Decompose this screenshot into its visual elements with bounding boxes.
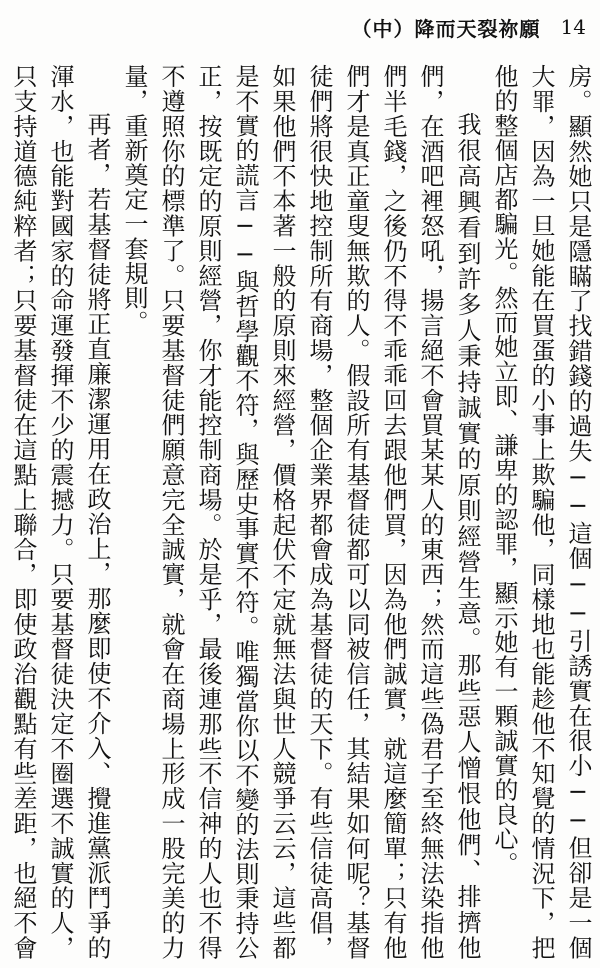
paragraph-1: 房。顯然她只是隱瞞了找錯錢的過失──這個──引誘實在很小──但卻是一個大罪，因為一旦她能在買蛋的小事上欺騙他，同樣地也能趁他不知覺的情況下，把他的整個店都騙光。然而她立即、謙卑的認罪，顯示她有一顆誠實的良心。 bbox=[490, 64, 592, 960]
chapter-title: （中）降而天裂祢願 bbox=[351, 16, 541, 41]
body-text bbox=[4, 64, 596, 960]
paragraph-2: 我很高興看到許多人秉持誠實的原則經營生意。那些惡人憎恨他們、排擠他們，在酒吧裡怒吼，揚言絕不會買某某人的東西；然而這些偽君子至終無法染指他們半毛錢，之後仍不得不乖乖回去跟他們買，因為他們誠實，就這麼簡單；只有他們才是真正童叟無欺的人。假設所有基督徒都可以同被信任，其結果如何呢？基督徒們將很快地控制所有商場，整個企業界都會成為基督徒的天下。有些信徒高倡，如果他們不本著一般的原則來經營，價格起伏不定就無法與世人競爭云云，這些都是不實的謊言──與哲學觀不符，與歷史事實不符。唯獨當你以不變的法則秉持公正，按既定的原則經營，你才能控制商場。於是乎，最後連那些不信神的人也不得不遵照你的標準了。只要基督徒們願意完全誠實，就會在商場上形成一股完美的力量，重新奠定一套規則。 bbox=[120, 64, 481, 960]
paragraph-3: 再者，若基督徒將正直廉潔運用在政治上，那麼即使不介入、攪進黨派鬥爭的渾水，也能對國家的命運發揮不少的震撼力。只要基督徒決定不圈選不誠實的人，只支持道德純粹者；只要基督徒在這點上聯合，即使政治觀點有些差距，也絕不會 bbox=[9, 64, 111, 960]
page-number: 14 bbox=[560, 15, 586, 39]
running-header bbox=[352, 10, 586, 44]
